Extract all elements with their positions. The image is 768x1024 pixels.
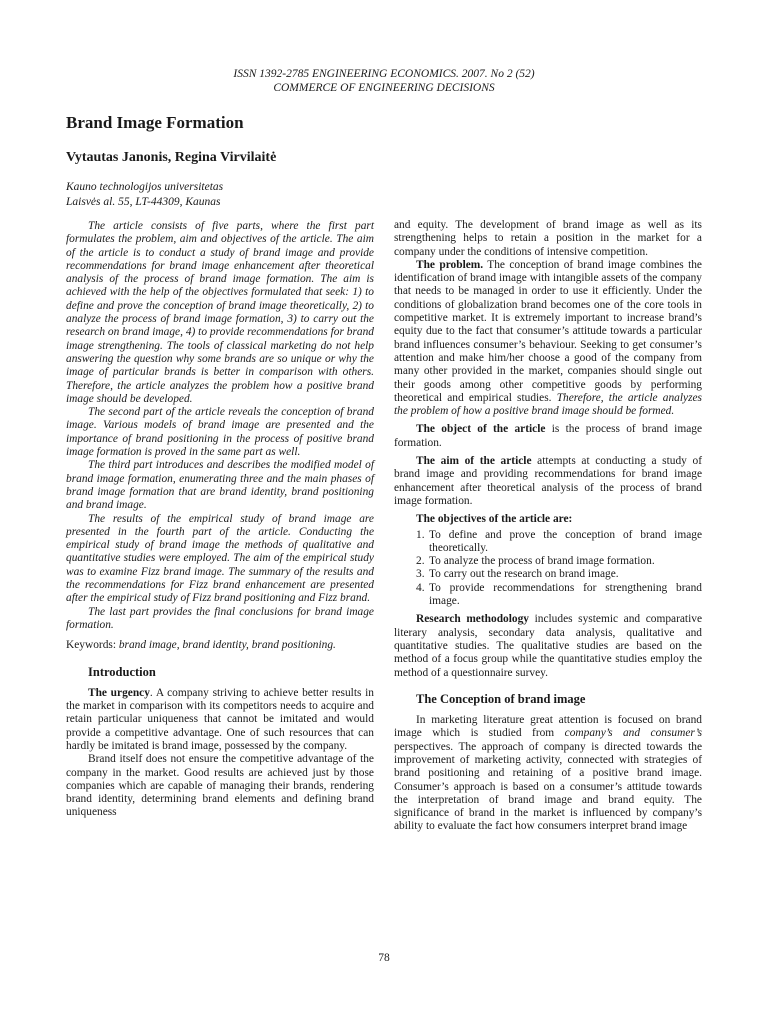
problem-paragraph: [394, 259, 702, 419]
object-text: is the process of brand image formation.: [394, 423, 702, 449]
abstract-paragraph: The last part provides the final conclusions for brand image formation.: [66, 605, 374, 631]
aim-lead: The aim of the article: [416, 455, 532, 468]
keywords-label: Keywords:: [66, 639, 116, 652]
abstract-paragraph: The third part introduces and describes the modified model of brand image formation, enumerating three and the main phases of brand image formation that are brand identity, brand positioning and brand image.: [66, 459, 374, 512]
affiliation-institution: Kauno technologijos universitetas: [66, 181, 224, 193]
object-paragraph: [394, 423, 702, 450]
list-item-number: 1.: [416, 528, 425, 541]
conception-paragraph: [394, 714, 702, 834]
abstract-paragraph: The second part of the article reveals the conception of brand image. Various models of brand image are presented and the importance of brand positioning in the process of positive brand image formation is proved in the same part as well.: [66, 406, 374, 459]
journal-header: [0, 67, 768, 95]
object-lead: The object of the article: [416, 423, 546, 436]
page-number: 78: [378, 952, 390, 964]
right-column: [394, 219, 702, 834]
list-item-number: 3.: [416, 568, 425, 581]
journal-section-line: COMMERCE OF ENGINEERING DECISIONS: [273, 82, 495, 94]
aim-text: attempts at conducting a study of brand image and providing recommendations for brand image enhancement after theoretical analysis of the process of brand image formation.: [394, 455, 702, 507]
list-item-number: 2.: [416, 555, 425, 568]
abstract-paragraph: The results of the empirical study of brand image are presented in the fourth part of the article. Conducting the empirical study of brand image the methods of qualitative and quantitative studies were employed. The aim of the empirical study was to examine Fizz brand image. The summary of the results and the recommendations for Fizz brand enhancement are presented after the empirical study of Fizz brand positioning and Fizz brand.: [66, 512, 374, 605]
aim-paragraph: [394, 455, 702, 508]
article-title: Brand Image Formation: [66, 113, 244, 132]
objectives-heading: The objectives of the article are:: [416, 513, 573, 526]
conception-text-b: perspectives. The approach of company is directed towards the improvement of marketing activity, connected with strategies of brand positioning and retaining of a positive brand image. Consumer’s approach is based on a consumer’s attitude towards the interpretation of brand image and brand equity. The significance of brand in the market is influenced by company’s ability to evaluate the fact how consumers interpret brand image: [394, 740, 702, 833]
methodology-paragraph: [394, 613, 702, 679]
introduction-heading: Introduction: [88, 664, 156, 679]
list-item: [416, 568, 702, 581]
list-item: [416, 555, 702, 568]
conception-italic: company’s and consumer’s: [564, 727, 702, 740]
urgency-lead: The urgency: [88, 686, 150, 699]
continuation-paragraph: and equity. The development of brand image as well as its strengthening helps to retain a position in the market for a company under the conditions of intensive competition.: [394, 219, 702, 258]
objectives-list: [394, 529, 702, 609]
list-item-text: To analyze the process of brand image formation.: [429, 555, 655, 568]
list-item-text: To carry out the research on brand image.: [429, 568, 619, 581]
list-item: [416, 582, 702, 609]
list-item-text: To define and prove the conception of brand image theoretically.: [429, 528, 702, 554]
article-authors: Vytautas Janonis, Regina Virvilaitė: [66, 150, 277, 165]
keywords-values: brand image, brand identity, brand positioning.: [118, 639, 336, 652]
list-item-number: 4.: [416, 581, 425, 594]
problem-text: The conception of brand image combines the identification of brand image with intangible assets of the company that needs to be managed in order to use it efficiently. Under the conditions of globalization brand becomes one of the core tools in competitive market. It is extremely important to increase brand’s equity due to the fact that consumer’s attitude towards a particular brand influences consumer’s behaviour. Seeking to get consumer’s attention and make him/her choose a good of the company from many other provided in the market, companies should single out their goods among other competitive goods by performing theoretical and empirical studies.: [394, 258, 702, 404]
journal-issn-line: ISSN 1392-2785 ENGINEERING ECONOMICS. 2007. No 2 (52): [233, 68, 535, 80]
problem-italic: Therefore, the article analyzes the problem of how a positive brand image should be formed.: [394, 391, 702, 418]
abstract-paragraph: The article consists of five parts, where the first part formulates the problem, aim and objectives of the article. The aim of the article is to conduct a study of brand image and provide recommendations for brand image enhancement after theoretical analysis of the process of brand image formation. The aim is achieved with the help of the objectives formulated that seek: 1) to define and prove the conception of brand image theoretically, 2) to analyze the process of brand image formation, 3) to carry out the research on brand image, 4) to provide recommendations for brand image strengthening. The tools of classical marketing do not help answering the question why some brands are so unique or why the image of particular brands is better in comparison with others. Therefore, the article analyzes the problem how a positive brand image should be developed.: [66, 220, 374, 405]
keywords: [66, 639, 374, 652]
conception-text-a: In marketing literature great attention is focused on brand image which is studied from: [394, 714, 702, 740]
list-item: [416, 529, 702, 556]
affiliation-address: Laisvės al. 55, LT-44309, Kaunas: [66, 196, 221, 208]
methodology-text: includes systemic and comparative literary analysis, secondary data analysis, qualitative and quantitative studies. The qualitative studies are based on the method of a focus group while the quantitative studies employ the method of a questionnaire survey.: [394, 613, 703, 679]
abstract: [66, 220, 374, 632]
methodology-lead: Research methodology: [416, 613, 529, 626]
intro-paragraph-2: Brand itself does not ensure the competitive advantage of the company in the market. Good results are achieved just by those companies which are capable of managing their brands, rendering brand identity, determining brand elements and defining brand uniqueness: [66, 753, 374, 819]
problem-lead: The problem.: [416, 258, 484, 271]
left-column: [66, 220, 374, 820]
affiliation: [66, 180, 223, 210]
urgency-paragraph: [66, 687, 374, 753]
urgency-text: . A company striving to achieve better results in the market in comparison with its competitors needs to acquire and retain particular uniqueness that cannot be imitated and would provide a competitive advantage. One of such resources that can hardly be imitated is brand image, possessed by the company.: [66, 686, 374, 752]
list-item-text: To provide recommendations for strengthening brand image.: [429, 581, 702, 608]
conception-heading: The Conception of brand image: [416, 691, 586, 706]
